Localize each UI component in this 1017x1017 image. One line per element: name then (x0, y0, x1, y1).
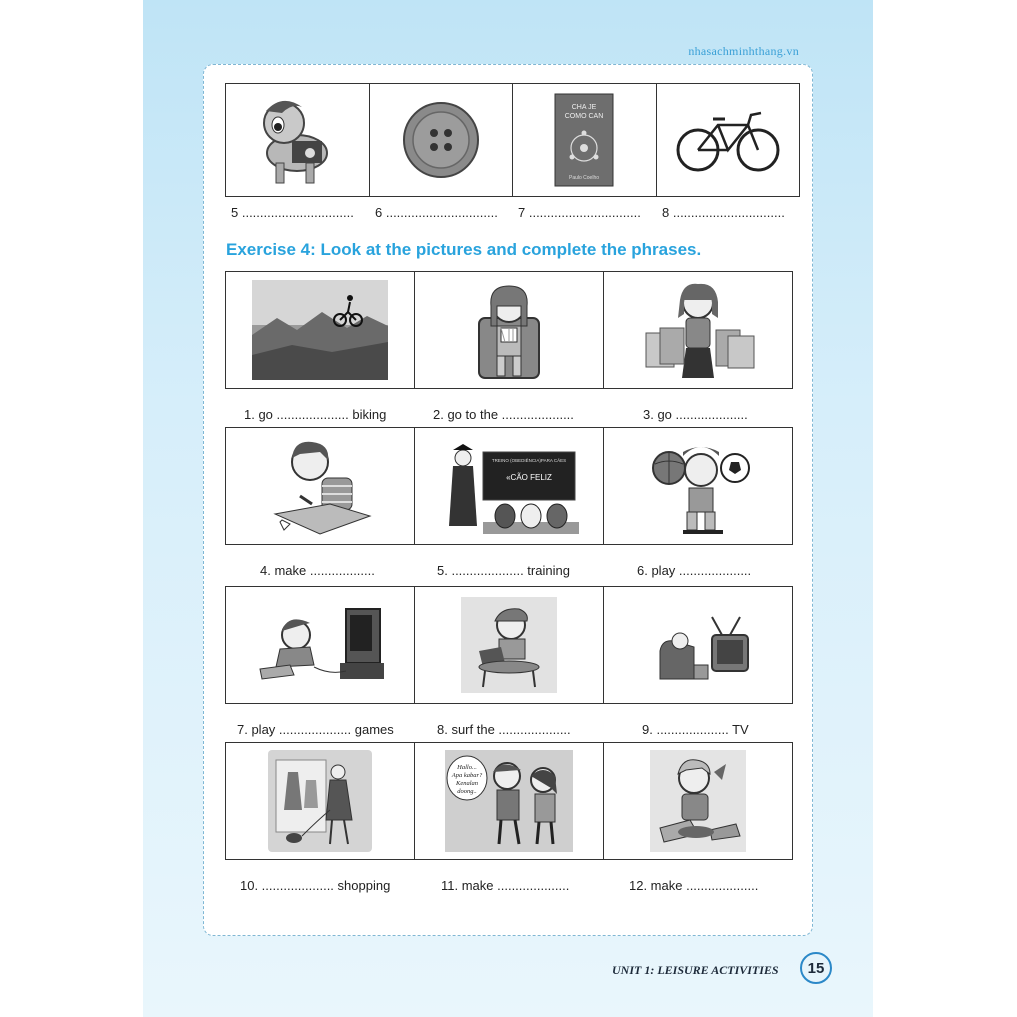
phrase-5: 5. .................... training (437, 563, 570, 578)
picture-cell-7 (226, 587, 415, 703)
phrase-2: 2. go to the .................... (433, 407, 574, 422)
bicycle-icon (673, 105, 783, 175)
picture-cell-9 (604, 587, 792, 703)
picture-row-4 (225, 742, 793, 860)
picture-cell-8 (657, 84, 800, 196)
picture-cell-8 (415, 587, 604, 703)
phrase-7: 7. play .................... games (237, 722, 394, 737)
picture-row-top (225, 83, 800, 197)
page-number: 15 (800, 952, 832, 984)
sports-kid-icon (643, 434, 753, 539)
top-label-5: 5 ............................... (231, 205, 354, 220)
footer-unit-title: UNIT 1: LEISURE ACTIVITIES (612, 963, 779, 977)
exercise-title: Exercise 4: Look at the pictures and complete the phrases. (226, 240, 702, 259)
book-title-line-1: CHA JE (571, 104, 597, 111)
blackboard-text: «CÃO FELIZ (506, 472, 552, 482)
phrase-1: 1. go .................... biking (244, 407, 387, 422)
phrase-4: 4. make .................. (260, 563, 375, 578)
book-icon (554, 93, 614, 187)
picture-cell-11 (415, 743, 604, 859)
phrase-3: 3. go .................... (643, 407, 748, 422)
phrase-10: 10. .................... shopping (240, 878, 391, 893)
cinema-girl-icon (469, 278, 549, 383)
picture-row-1 (225, 271, 793, 389)
blackboard-heading: TREINO (OBEDIÊNCIA)PARA CÃES (491, 457, 567, 463)
picture-cell-5 (226, 84, 370, 196)
picture-row-2 (225, 427, 793, 545)
picture-cell-2 (415, 272, 604, 388)
window-shopping-icon (268, 750, 372, 852)
mountain-biking-photo (252, 280, 388, 380)
picture-cell-6 (370, 84, 514, 196)
picture-cell-3 (604, 272, 792, 388)
phrase-6: 6. play .................... (637, 563, 752, 578)
top-label-8: 8 ............................... (662, 205, 785, 220)
picture-cell-12 (604, 743, 792, 859)
picture-cell-7 (513, 84, 657, 196)
watermark: nhasachminhthang.vn (688, 44, 799, 58)
phrase-9: 9. .................... TV (642, 722, 749, 737)
picture-cell-4 (226, 428, 415, 544)
speech-bubble-line-1: Hallo... (457, 764, 477, 771)
shopping-girl-icon (638, 278, 758, 383)
crafting-boy-icon (260, 434, 380, 539)
picture-cell-6 (604, 428, 792, 544)
top-label-7: 7 ............................... (518, 205, 641, 220)
pony-icon (252, 93, 342, 188)
speech-bubble-line-2: Apa kabar? (451, 772, 483, 779)
dog-training-icon (439, 434, 579, 539)
model-making-kid-icon (650, 750, 746, 852)
watching-tv-icon (638, 595, 758, 695)
laptop-boy-icon (461, 597, 557, 693)
book-title-line-2: COMO CAN (565, 113, 604, 120)
video-game-boy-icon (250, 595, 390, 695)
picture-cell-1 (226, 272, 415, 388)
speech-bubble-line-3: Kenalan (455, 780, 479, 787)
making-friends-icon (445, 750, 573, 852)
phrase-8: 8. surf the .................... (437, 722, 571, 737)
picture-row-3 (225, 586, 793, 704)
phrase-11: 11. make .................... (441, 878, 570, 893)
book-author: Paulo Coelho (569, 175, 600, 181)
picture-cell-5 (415, 428, 604, 544)
phrase-12: 12. make .................... (629, 878, 759, 893)
picture-cell-10 (226, 743, 415, 859)
top-label-6: 6 ............................... (375, 205, 498, 220)
speech-bubble-line-4: doong.. (457, 788, 477, 795)
button-icon (401, 100, 481, 180)
